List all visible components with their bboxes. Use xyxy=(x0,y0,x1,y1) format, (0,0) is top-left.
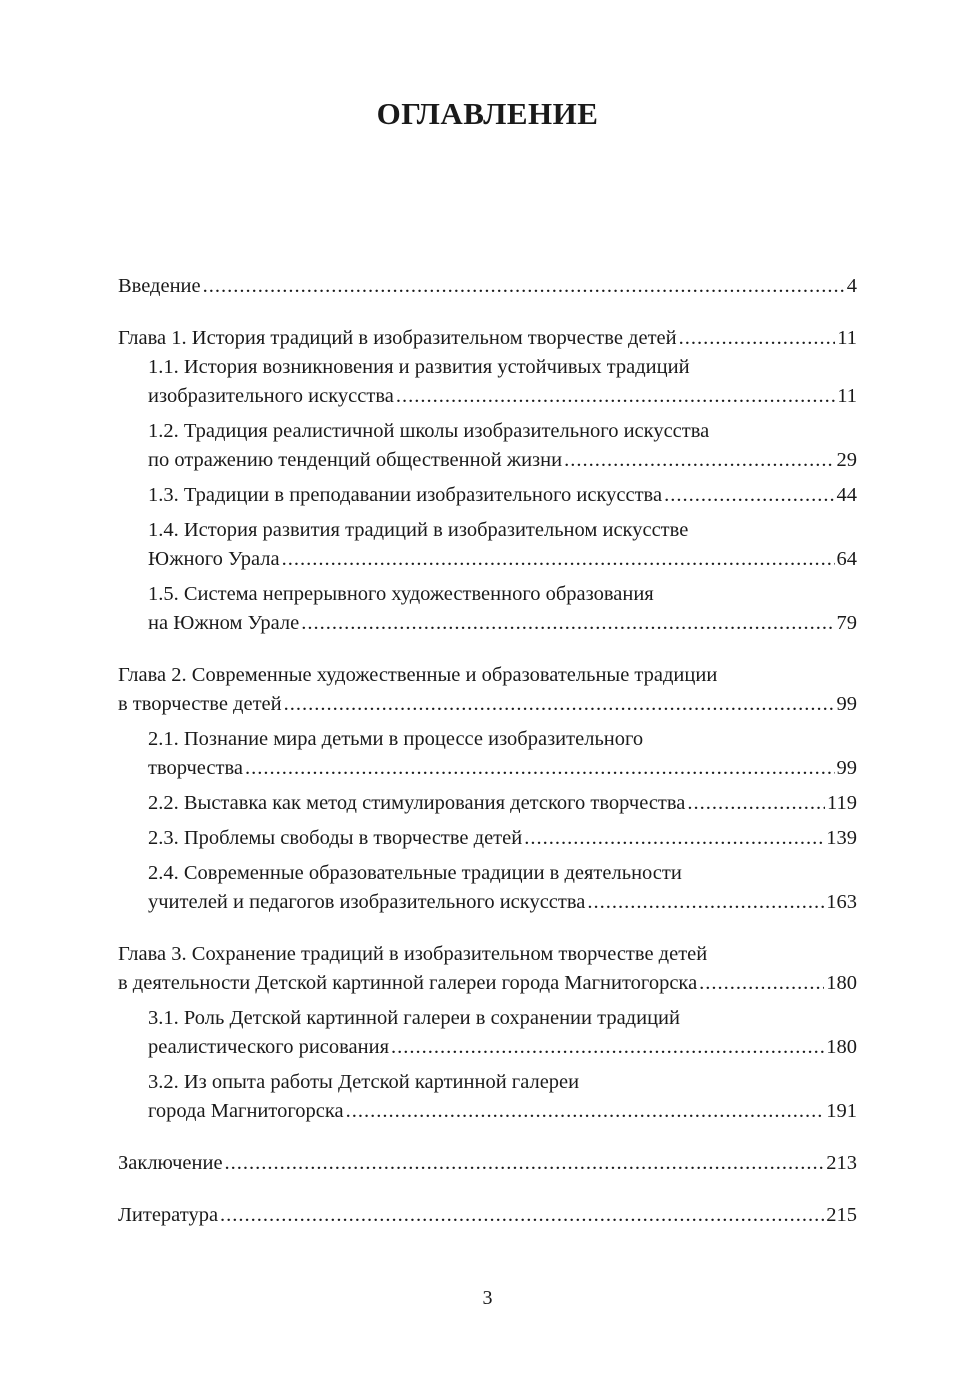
toc-entry-title-line-1: 2.1. Познание мира детьми в процессе изобразительного xyxy=(148,728,644,750)
toc-entry-introduction xyxy=(118,272,857,301)
toc-entry-title-line-2: на Южном Урале xyxy=(148,612,300,634)
toc-page-number: 99 xyxy=(836,757,857,779)
toc-page-number: 79 xyxy=(836,612,857,634)
toc-entry-title: 2.2. Выставка как метод стимулирования детского творчества xyxy=(148,792,686,814)
toc-page-number: 215 xyxy=(826,1204,857,1226)
toc-entry-title: Заключение xyxy=(118,1152,223,1174)
toc-entry-title-line-1: 1.1. История возникновения и развития устойчивых традиций xyxy=(148,356,690,378)
toc-page-number: 64 xyxy=(836,548,857,570)
toc-page-number: 213 xyxy=(826,1152,857,1174)
toc-entry-chapter-3 xyxy=(118,940,857,998)
toc-entry-title: Литература xyxy=(118,1204,219,1226)
toc-page-number: 191 xyxy=(826,1100,857,1122)
toc-entry-title-line-2: по отражению тенденций общественной жизни xyxy=(148,449,563,471)
leader-dots xyxy=(284,690,835,719)
leader-dots xyxy=(391,1033,824,1062)
leader-dots xyxy=(346,1097,825,1126)
toc-entry-chapter-2 xyxy=(118,661,857,719)
toc-entry-title-line-2: в деятельности Детской картинной галереи города Магнитогорска xyxy=(118,972,698,994)
toc-entry-title-line-2: творчества xyxy=(148,757,243,779)
leader-dots xyxy=(587,888,824,917)
toc-entry-conclusion xyxy=(118,1149,857,1178)
page-number: 3 xyxy=(482,1287,493,1309)
toc-entry-title-line-1: Глава 3. Сохранение традиций в изобразительном творчестве детей xyxy=(118,943,708,965)
toc-entry-title-line-2: Южного Урала xyxy=(148,548,280,570)
toc-entry-section-2-3 xyxy=(118,824,857,853)
leader-dots xyxy=(225,1149,825,1178)
toc-entry-title-line-1: 3.2. Из опыта работы Детской картинной галереи xyxy=(148,1071,580,1093)
toc-page-number: 44 xyxy=(836,484,857,506)
toc-entry-section-3-2 xyxy=(118,1068,857,1126)
toc-page-number: 119 xyxy=(827,792,857,814)
toc-page-number: 180 xyxy=(826,972,857,994)
leader-dots xyxy=(396,382,835,411)
toc-entry-title-line-1: Глава 2. Современные художественные и образовательные традиции xyxy=(118,664,718,686)
toc-entry-section-2-4 xyxy=(118,859,857,917)
toc-page-number: 11 xyxy=(837,327,857,349)
toc-page-number: 29 xyxy=(836,449,857,471)
toc-entry-title-line-2: реалистического рисования xyxy=(148,1036,390,1058)
toc-entry-title-line-1: 1.5. Система непрерывного художественного образования xyxy=(148,583,654,605)
toc-entry-title-line-2: в творчестве детей xyxy=(118,693,282,715)
leader-dots xyxy=(524,824,824,853)
leader-dots xyxy=(301,609,834,638)
toc-page-number: 4 xyxy=(846,275,857,297)
toc-page-number: 99 xyxy=(836,693,857,715)
leader-dots xyxy=(282,545,835,574)
toc-page-number: 180 xyxy=(826,1036,857,1058)
toc-entry-title: 2.3. Проблемы свободы в творчестве детей xyxy=(148,827,523,849)
toc-entry-title: Глава 1. История традиций в изобразительном творчестве детей xyxy=(118,327,677,349)
leader-dots xyxy=(699,969,824,998)
toc-entry-title-line-1: 3.1. Роль Детской картинной галереи в сохранении традиций xyxy=(148,1007,680,1029)
toc-entry-section-2-2 xyxy=(118,789,857,818)
toc-entry-section-3-1 xyxy=(118,1004,857,1062)
leader-dots xyxy=(664,481,834,510)
toc-entry-section-1-2 xyxy=(118,417,857,475)
leader-dots xyxy=(687,789,825,818)
toc-entry-section-1-4 xyxy=(118,516,857,574)
toc-page-number: 163 xyxy=(826,891,857,913)
toc-entry-section-2-1 xyxy=(118,725,857,783)
toc-page-number: 139 xyxy=(826,827,857,849)
toc-entry-section-1-3 xyxy=(118,481,857,510)
toc-entry-title-line-1: 1.2. Традиция реалистичной школы изобразительного искусства xyxy=(148,420,710,442)
toc-entry-title-line-2: изобразительного искусства xyxy=(148,385,394,407)
leader-dots xyxy=(679,324,836,353)
leader-dots xyxy=(564,446,834,475)
toc-entry-title-line-2: учителей и педагогов изобразительного искусства xyxy=(148,891,586,913)
toc-page-number: 11 xyxy=(837,385,857,407)
toc-entry-section-1-1 xyxy=(118,353,857,411)
toc-entry-literature xyxy=(118,1201,857,1230)
leader-dots xyxy=(220,1201,824,1230)
toc-entry-title: 1.3. Традиции в преподавании изобразительного искусства xyxy=(148,484,663,506)
toc-entry-section-1-5 xyxy=(118,580,857,638)
toc-entry-title: Введение xyxy=(118,275,201,297)
toc-entry-chapter-1 xyxy=(118,324,857,353)
leader-dots xyxy=(203,272,845,301)
table-of-contents xyxy=(118,272,857,1230)
page-title: ОГЛАВЛЕНИЕ xyxy=(376,96,599,131)
toc-entry-title-line-2: города Магнитогорска xyxy=(148,1100,344,1122)
toc-entry-title-line-1: 1.4. История развития традиций в изобразительном искусстве xyxy=(148,519,689,541)
leader-dots xyxy=(245,754,835,783)
toc-entry-title-line-1: 2.4. Современные образовательные традиции в деятельности xyxy=(148,862,682,884)
